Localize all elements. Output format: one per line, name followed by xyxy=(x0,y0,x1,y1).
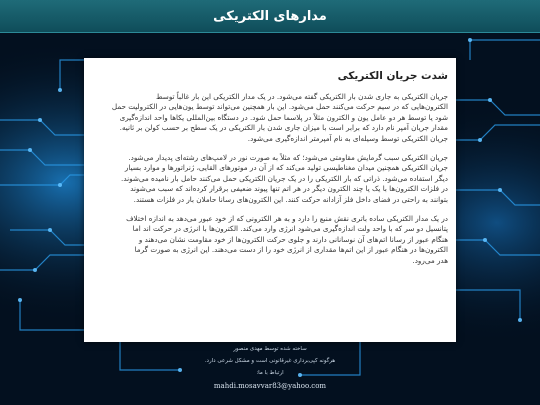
text-line: بتوانند به راحتی در فضای داخل فلز آزادانه حرکت کنند. این الکترون‌های رسانا حاملان بار در فلزات هستند. xyxy=(133,194,448,204)
text-line: جریان الکتریکی توسط وسیله‌ای به نام آمپرمتر اندازه‌گیری می‌شود. xyxy=(247,133,448,143)
text-line: پتانسیل دو سر که با واحد ولت اندازه‌گیری می‌شود انرژی وارد می‌کند. الکترون‌ها با انرژی در حرکت اند اما xyxy=(132,224,448,234)
text-line: هنگام عبور از رسانا اتم‌های آن نوسانانی دارند و جلوی حرکت الکترون‌ها از خود مقاومت نشان می‌دهند و xyxy=(138,234,448,244)
text-line: در فلزات الکترون‌ها با یک یا چند الکترون دیگر در هر اتم تنها پیوند ضعیفی برقرار کرده‌اند که سبب می‌شوند xyxy=(130,184,448,194)
text-line: جریان الکتریکی به جاری شدن بار الکتریکی گفته می‌شود. در یک مدار الکتریکی این بار غالباً توسط xyxy=(155,92,448,101)
article-title: شدت جریان الکتریکی xyxy=(337,70,448,82)
paragraph-3 xyxy=(84,214,448,266)
text-line: در یک مدار الکتریکی ساده باتری نقش منبع را دارد و به هر الکترونی که از خود عبور می‌دهد به اندازه اختلاف xyxy=(126,214,448,224)
footer-email-link[interactable]: mahdi.mosavvar83@yahoo.com xyxy=(213,382,327,390)
text-line: الکترون‌هایی که در سیم حرکت می‌کنند حمل می‌شود. این بار همچنین می‌تواند توسط یون‌هایی در الکترولیت حمل xyxy=(111,102,448,112)
content-panel xyxy=(84,58,456,342)
footer-contact-label: ارتباط با ما: xyxy=(256,370,284,376)
page-title: مدارهای الکتریکی xyxy=(213,8,327,24)
text-line: الکترون‌ها در هنگام عبور از این اتم‌ها مقداری از انرژی خود را از دست می‌دهند. این انرژی به صورت گرما xyxy=(134,245,448,255)
top-header-bar xyxy=(0,0,540,33)
text-line: شود یا توسط هر دو عامل یون و الکترون مثلاً در پلاسما حمل شود. در دستگاه بین‌المللی یکاها واحد اندازه‌گیری xyxy=(119,112,448,122)
text-line: هدر می‌رود. xyxy=(412,255,448,265)
text-line: جریان الکتریکی سبب گرمایش مقاومتی می‌شود؛ که مثلاً به صورت نور در لامپ‌های رشته‌ای پدیدار می‌شود. xyxy=(128,153,448,163)
text-line: جریان الکتریکی همچنین میدان مغناطیسی تولید می‌کند که از آن در موتورهای القایی، ژنراتورها و موارد بسیار xyxy=(124,163,448,173)
article xyxy=(84,70,448,275)
text-line: مقدار جریان آمپر نام دارد که برابر است با میزان جاری شدن بار الکتریکی در یک سطح بر حسب کولن بر ثانیه. xyxy=(119,123,448,133)
footer-author: ساخته شده توسط مهدی منصور xyxy=(233,346,307,352)
paragraph-2 xyxy=(84,153,448,205)
text-line: دیگر استفاده می‌شود. ذراتی که بار الکتریکی را در یک جریان الکتریکی حمل می‌کنند حامل بار نامیده می‌شوند. xyxy=(121,173,448,183)
paragraph-1 xyxy=(84,92,448,144)
footer xyxy=(0,346,540,405)
footer-copyright: هرگونه کپی‌برداری غیرقانونی است و مشکل شرعی دارد. xyxy=(204,358,336,364)
